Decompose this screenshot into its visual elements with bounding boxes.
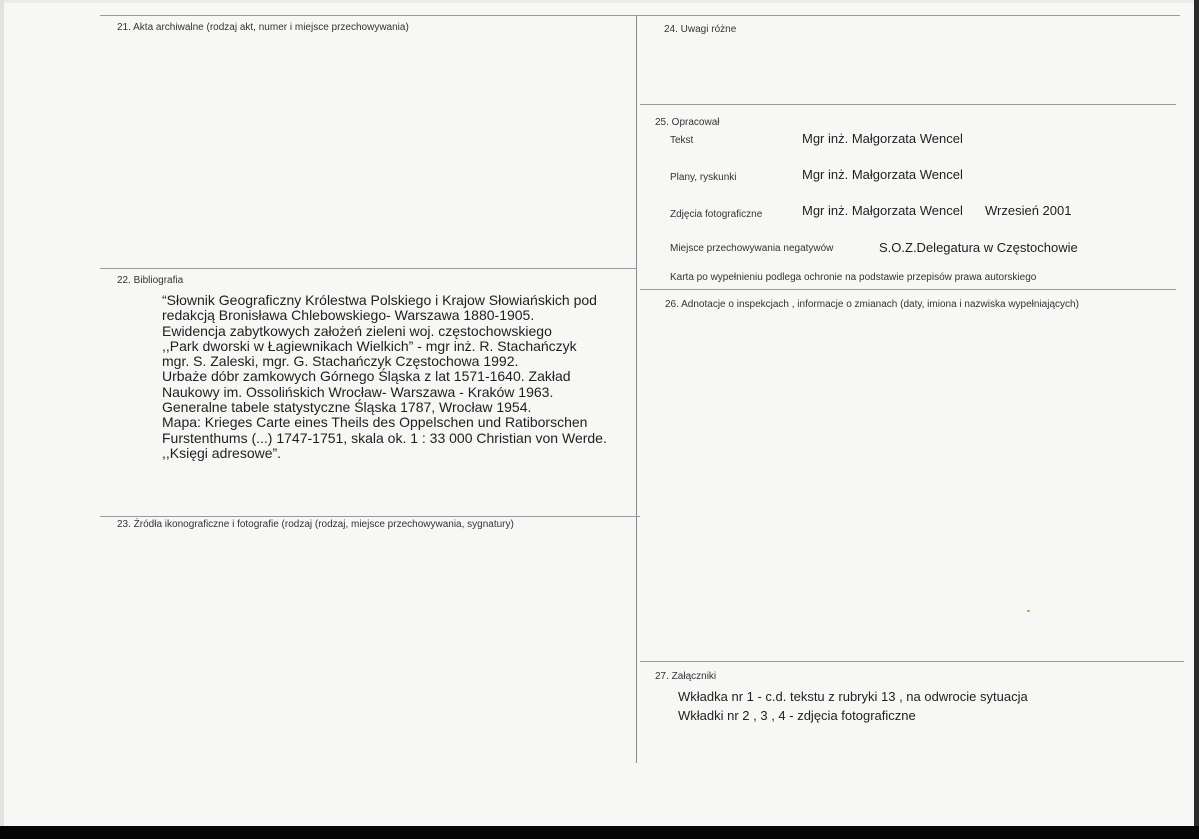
- copyright-note: Karta po wypełnieniu podlega ochronie na podstawie przepisów prawa autorskiego: [670, 272, 1037, 283]
- zdjecia-value: Mgr inż. Małgorzata Wencel: [802, 203, 963, 218]
- section-25-label: 25. Opracował: [655, 117, 720, 128]
- plany-value: Mgr inż. Małgorzata Wencel: [802, 167, 963, 182]
- bibliography-line: Urbaże dóbr zamkowych Górnego Śląska z lat 1571-1640. Zakład: [162, 368, 571, 385]
- rule-21-22: [100, 268, 637, 269]
- bibliography-line: “Słownik Geograficzny Królestwa Polskiego i Krajow Słowiańskich pod: [162, 292, 597, 308]
- scan-left-edge: [0, 0, 4, 839]
- section-23-label: 23. Źródła ikonograficzne i fotografie (rodzaj (rodzaj, miejsce przechowywania, sygnatury): [117, 519, 514, 530]
- section-21-label: 21. Akta archiwalne (rodzaj akt, numer i miejsce przechowywania): [117, 22, 409, 33]
- bibliography-text: [162, 293, 637, 461]
- rule-22-23: [100, 516, 640, 517]
- miejsce-value: S.O.Z.Delegatura w Częstochowie: [879, 240, 1078, 255]
- bibliography-line: Ewidencja zabytkowych założeń zieleni woj. częstochowskiego: [162, 322, 552, 339]
- scan-bottom-edge: [0, 826, 1199, 839]
- bibliography-line: Naukowy im. Ossolińskich Wrocław- Warszawa - Kraków 1963.: [162, 383, 554, 400]
- plany-label: Plany, ryskunki: [670, 172, 737, 183]
- miejsce-label: Miejsce przechowywania negatywów: [670, 243, 834, 254]
- bibliography-line: ,,Księgi adresowe”.: [162, 444, 282, 461]
- rule-25-26: [640, 289, 1176, 290]
- attachment-line-1: Wkładka nr 1 - c.d. tekstu z rubryki 13 , na odwrocie sytuacja: [678, 689, 1028, 704]
- zdjecia-date: Wrzesień 2001: [985, 203, 1072, 218]
- bibliography-line: mgr. S. Zaleski, mgr. G. Stachańczyk Częstochowa 1992.: [162, 353, 519, 370]
- section-27-label: 27. Załączniki: [655, 671, 717, 682]
- rule-24-25: [640, 104, 1176, 105]
- bibliography-line: Furstenthums (...) 1747-1751, skala ok. 1 : 33 000 Christian von Werde.: [162, 429, 607, 446]
- bibliography-line: Mapa: Krieges Carte eines Theils des Oppelschen und Ratiborschen: [162, 414, 588, 431]
- scan-speck: [1027, 610, 1030, 612]
- scan-right-edge: [1194, 0, 1199, 839]
- tekst-value: Mgr inż. Małgorzata Wencel: [802, 131, 963, 146]
- section-24-label: 24. Uwagi różne: [664, 24, 737, 35]
- scan-top-edge: [0, 0, 1199, 3]
- zdjecia-label: Zdjęcia fotograficzne: [670, 209, 763, 220]
- top-rule: [100, 15, 1180, 16]
- rule-26-27: [640, 661, 1184, 662]
- attachment-line-2: Wkładki nr 2 , 3 , 4 - zdjęcia fotograficzne: [678, 708, 916, 723]
- section-22-label: 22. Bibliografia: [117, 275, 184, 286]
- bibliography-line: redakcją Bronisława Chlebowskiego- Warszawa 1880-1905.: [162, 307, 535, 324]
- bibliography-line: ,,Park dworski w Łagiewnikach Wielkich” - mgr inż. R. Stachańczyk: [162, 337, 577, 354]
- tekst-label: Tekst: [670, 135, 694, 146]
- section-26-label: 26. Adnotacje o inspekcjach , informacje o zmianach (daty, imiona i nazwiska wypełniających): [665, 299, 1079, 310]
- bibliography-line: Generalne tabele statystyczne Śląska 1787, Wrocław 1954.: [162, 399, 532, 416]
